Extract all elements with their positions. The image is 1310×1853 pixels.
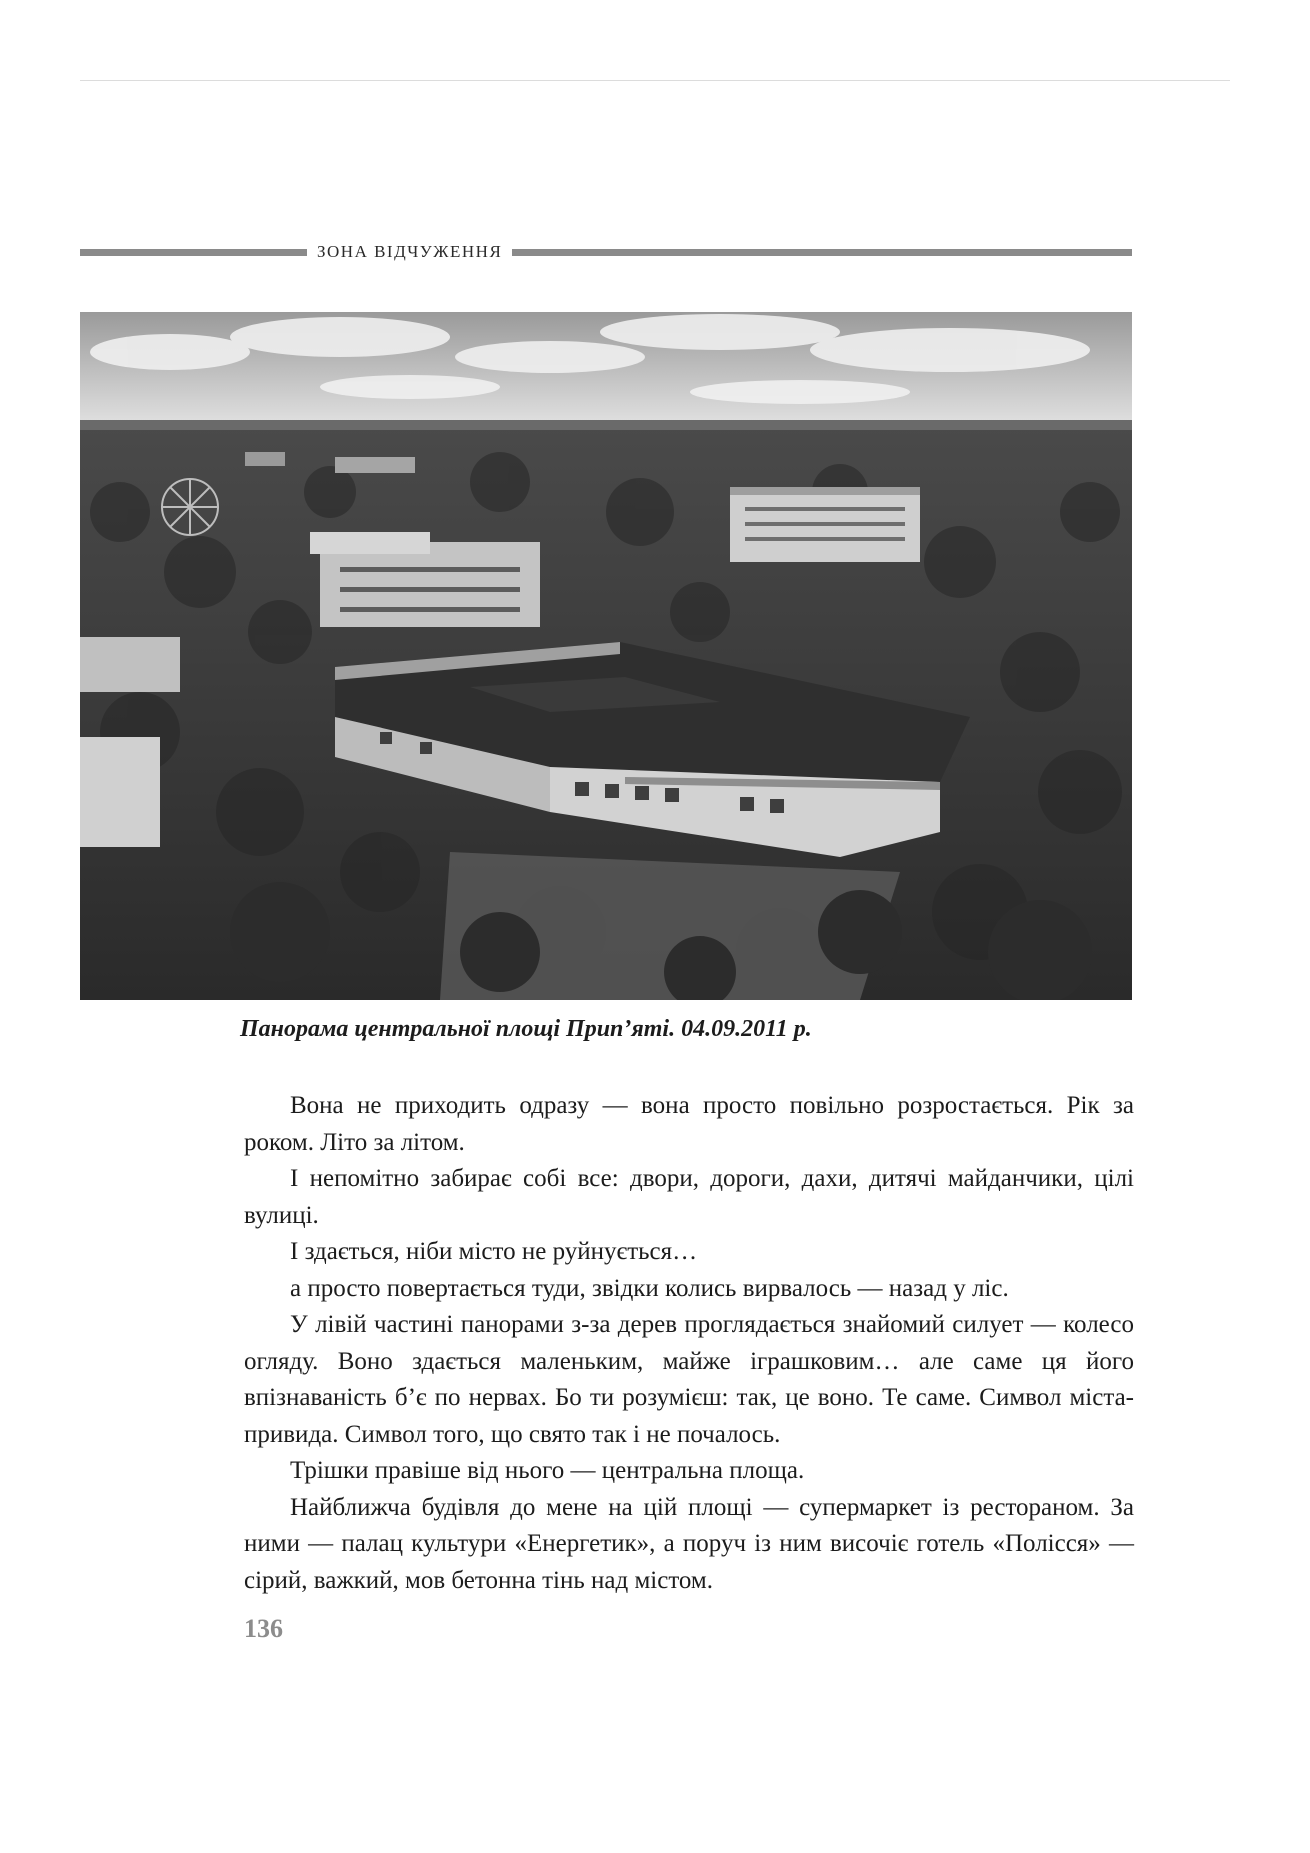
paragraph: Найближча будівля до мене на цій площі — супермаркет із рестораном. За ними — палац культури «Енергетик», а поруч із ним височіє готель «Полісся» — сірий, важкий, мов бетонна тінь над містом.	[244, 1493, 1134, 1594]
top-rule	[80, 80, 1230, 81]
paragraph: а просто повертається туди, звідки колись вирвалось — назад у ліс.	[290, 1274, 1009, 1302]
running-head-bar-right	[512, 249, 1132, 256]
left-building	[80, 737, 160, 847]
left-building	[80, 637, 180, 692]
paragraph: Вона не приходить одразу — вона просто повільно розростається. Рік за роком. Літо за літом.	[244, 1092, 1134, 1156]
paragraph: Трішки правіше від нього — центральна площа.	[290, 1457, 805, 1484]
paragraph: У лівій частині панорами з-за дерев проглядається знайомий силует — колесо огляду. Воно здається маленьким, майже іграшковим… але саме ця його впізнаваність б’є по нервах. Бо ти розумієш: так, це воно. Те саме. Символ міста-привида. Символ того, що свято так і не почалось.	[244, 1311, 1134, 1448]
pripyat-panorama-photo	[80, 312, 1132, 1000]
horizon	[80, 420, 1132, 430]
photo-caption: Панорама центральної площі Прип’яті. 04.09.2011 р.	[240, 1016, 812, 1042]
distant-building	[335, 457, 415, 473]
hotel-building	[730, 487, 920, 562]
running-head	[80, 238, 1132, 266]
body-text	[244, 1088, 1134, 1599]
distant-building	[245, 452, 285, 466]
running-head-bar-left	[80, 249, 307, 256]
ferris-wheel	[162, 479, 218, 535]
paragraph: І здається, ніби місто не руйнується…	[290, 1238, 698, 1265]
paragraph: І непомітно забирає собі все: двори, дороги, дахи, дитячі майданчики, цілі вулиці.	[244, 1165, 1134, 1229]
page-number: 136	[244, 1614, 283, 1643]
running-head-title: ЗОНА ВІДЧУЖЕННЯ	[317, 242, 503, 261]
palace-of-culture	[310, 532, 540, 627]
